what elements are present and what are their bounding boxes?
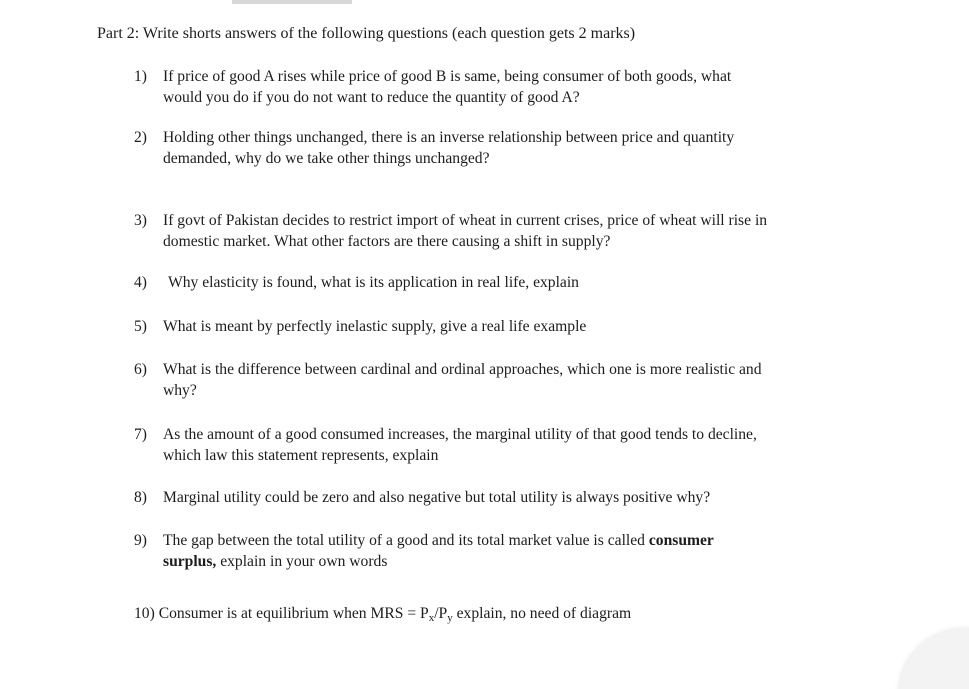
- question-line: which law this statement represents, explain: [163, 447, 439, 464]
- question-line: would you do if you do not want to reduce the quantity of good A?: [163, 89, 580, 106]
- question-line: If price of good A rises while price of good B is same, being consumer of both goods, what: [163, 68, 732, 85]
- question-line: domestic market. What other factors are there causing a shift in supply?: [163, 233, 611, 250]
- question-line: What is meant by perfectly inelastic supply, give a real life example: [163, 318, 587, 335]
- question-5: [134, 316, 854, 337]
- question-text: Consumer is at equilibrium when MRS = P: [158, 605, 429, 622]
- question-7: [134, 424, 854, 466]
- subscript-x: x: [428, 612, 435, 624]
- question-4: [134, 272, 854, 293]
- question-text: /P: [434, 605, 448, 622]
- question-10: [134, 603, 854, 629]
- question-number: 3): [134, 212, 147, 229]
- question-3: [134, 210, 854, 252]
- question-text: explain, no need of diagram: [452, 605, 632, 622]
- question-line: As the amount of a good consumed increases, the marginal utility of that good tends to decline,: [163, 426, 757, 443]
- question-line: Holding other things unchanged, there is an inverse relationship between price and quantity: [163, 129, 735, 146]
- question-line: demanded, why do we take other things unchanged?: [163, 150, 490, 167]
- question-line: Why elasticity is found, what is its application in real life, explain: [168, 274, 579, 291]
- question-line: [163, 551, 854, 572]
- question-number: 10): [134, 605, 155, 622]
- question-2: [134, 127, 854, 169]
- question-line: Marginal utility could be zero and also negative but total utility is always positive why?: [163, 489, 711, 506]
- bold-term: consumer: [648, 532, 714, 549]
- question-number: 8): [134, 489, 147, 506]
- question-text: The gap between the total utility of a good and its total market value is called: [163, 532, 649, 549]
- question-1: [134, 66, 854, 108]
- question-number: 9): [134, 532, 147, 549]
- question-8: [134, 487, 854, 508]
- section-heading: Part 2: Write shorts answers of the following questions (each question gets 2 marks): [97, 25, 636, 42]
- page-curl: [899, 629, 969, 689]
- question-line: [163, 530, 854, 551]
- question-number: 2): [134, 129, 147, 146]
- question-line: [134, 603, 854, 629]
- question-text: explain in your own words: [216, 553, 388, 570]
- question-6: [134, 359, 854, 401]
- question-number: 7): [134, 426, 147, 443]
- question-number: 6): [134, 361, 147, 378]
- page-top-edge: [232, 0, 352, 4]
- subscript-y: y: [447, 612, 453, 624]
- question-line: If govt of Pakistan decides to restrict import of wheat in current crises, price of wheat will rise in: [163, 212, 768, 229]
- question-number: 5): [134, 318, 147, 335]
- question-line: why?: [163, 382, 197, 399]
- bold-term: surplus,: [163, 553, 217, 570]
- question-line: What is the difference between cardinal and ordinal approaches, which one is more realistic and: [163, 361, 762, 378]
- question-9: [134, 530, 854, 572]
- question-number: 1): [134, 68, 147, 85]
- question-number: 4): [134, 274, 147, 291]
